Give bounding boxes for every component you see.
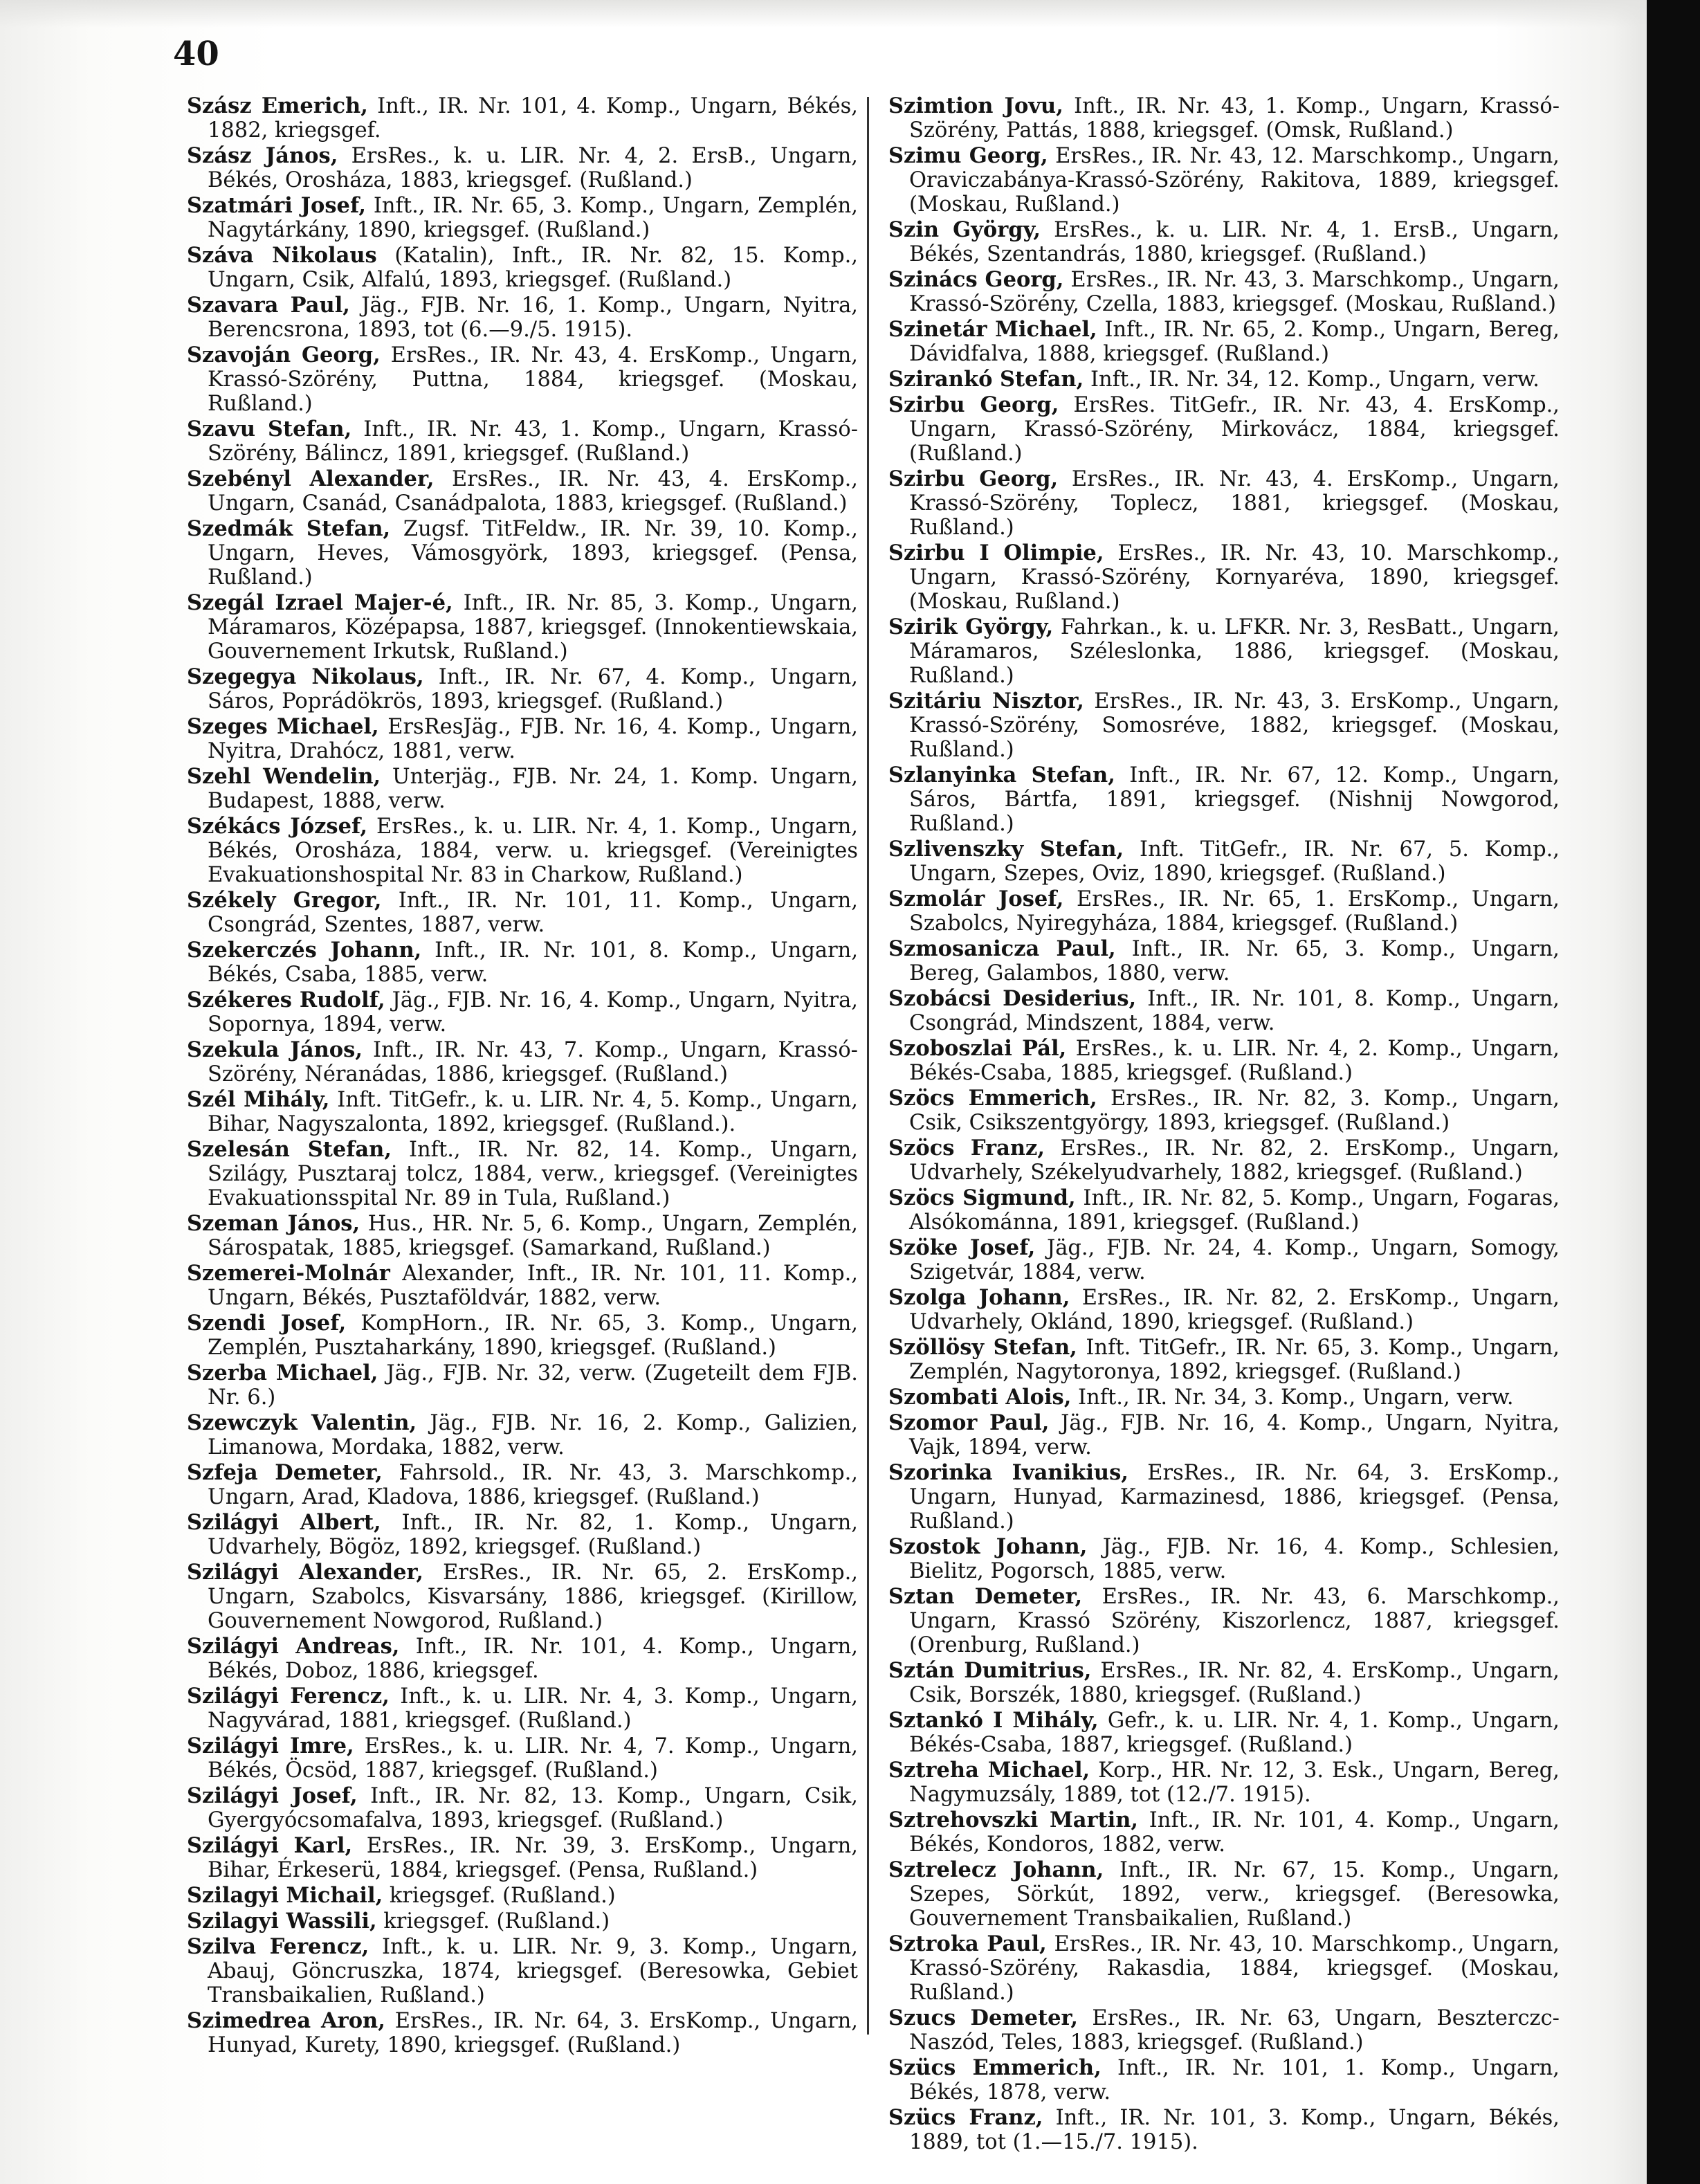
entry-details: Zugsf. TitFeldw., IR. Nr. 39, 10. Komp., Ungarn, Heves, Vámosgyörk, 1893, kriegsgef. (Pensa, Rußland.) bbox=[208, 516, 858, 590]
list-item bbox=[888, 2056, 1560, 2104]
entry-details: Inft., IR. Nr. 101, 1. Komp., Ungarn, Békés, 1878, verw. bbox=[909, 2056, 1560, 2105]
column-divider bbox=[867, 97, 869, 2035]
list-item bbox=[187, 1834, 858, 1882]
list-item bbox=[187, 1212, 858, 1260]
entry-details: ErsRes., IR. Nr. 64, 3. ErsKomp., Ungarn, Hunyad, Kurety, 1890, kriegsgef. (Rußland.) bbox=[208, 2008, 858, 2057]
entry-name: Szász János, bbox=[187, 143, 338, 168]
list-item bbox=[187, 1461, 858, 1509]
entry-name: Szinetár Michael, bbox=[888, 317, 1097, 343]
entry-name: Szavu Stefan, bbox=[187, 417, 352, 442]
list-item bbox=[187, 1038, 858, 1086]
entry-name: Szucs Demeter, bbox=[888, 2005, 1079, 2031]
entry-name: Szobácsi Desiderius, bbox=[888, 986, 1137, 1012]
list-item bbox=[888, 1758, 1560, 1807]
entry-name: Szekerczés Johann, bbox=[187, 938, 422, 963]
list-item bbox=[888, 1461, 1560, 1534]
list-item bbox=[187, 1909, 858, 1933]
list-item bbox=[888, 2006, 1560, 2055]
list-item bbox=[187, 815, 858, 887]
list-item bbox=[888, 144, 1560, 217]
list-item bbox=[187, 2009, 858, 2057]
entry-details: Inft., k. u. LIR. Nr. 4, 3. Komp., Ungarn, Nagyvárad, 1881, kriegsgef. (Rußland.) bbox=[208, 1684, 858, 1733]
entry-details: Unterjäg., FJB. Nr. 24, 1. Komp. Ungarn, Budapest, 1888, verw. bbox=[208, 765, 858, 814]
list-item bbox=[187, 194, 858, 242]
entry-details: ErsRes., k. u. LIR. Nr. 4, 7. Komp., Ungarn, Békés, Öcsöd, 1887, kriegsgef. (Rußland.) bbox=[208, 1734, 858, 1783]
entry-details: Gefr., k. u. LIR. Nr. 4, 1. Komp., Ungarn, Békés-Csaba, 1887, kriegsgef. (Rußland.) bbox=[909, 1709, 1560, 1758]
entry-details: Inft., IR. Nr. 82, 1. Komp., Ungarn, Udvarhely, Bögöz, 1892, kriegsgef. (Rußland.) bbox=[208, 1511, 858, 1560]
entry-name: Szmolár Josef, bbox=[888, 886, 1064, 912]
entry-details: ErsRes., IR. Nr. 43, 3. Marschkomp., Ungarn, Krassó-Szörény, Czella, 1883, kriegsgef. (Moskau, Rußland.) bbox=[909, 268, 1560, 317]
entry-name: Szöcs Franz, bbox=[888, 1136, 1045, 1161]
entry-name: Szeman János, bbox=[187, 1211, 360, 1237]
entry-name: Szilagyi Wassili, bbox=[187, 1908, 377, 1933]
entry-details: Inft., IR. Nr. 101, 8. Komp., Ungarn, Békés, Csaba, 1885, verw. bbox=[208, 938, 859, 988]
list-item bbox=[888, 937, 1560, 985]
list-item bbox=[888, 1385, 1560, 1410]
entry-details: ErsRes., IR. Nr. 43, 4. ErsKomp., Ungarn, Krassó-Szörény, Toplecz, 1881, kriegsgef. (Moskau, Rußland.) bbox=[909, 466, 1560, 540]
entry-name: Szirbu Georg, bbox=[888, 466, 1059, 491]
list-item bbox=[187, 417, 858, 466]
list-item bbox=[888, 1411, 1560, 1459]
list-item bbox=[888, 837, 1560, 886]
entry-details: Jäg., FJB. Nr. 16, 4. Komp., Ungarn, Nyitra, Vajk, 1894, verw. bbox=[909, 1411, 1560, 1460]
entry-name: Szfeja Demeter, bbox=[187, 1460, 383, 1486]
entry-details: Inft., IR. Nr. 65, 2. Komp., Ungarn, Bereg, Dávidfalva, 1888, kriegsgef. (Rußland.) bbox=[909, 318, 1560, 367]
entry-details: ErsRes., IR. Nr. 43, 6. Marschkomp., Ungarn, Krassó Szörény, Kiszorlencz, 1887, kriegsgef. (Orenburg, Rußland.) bbox=[909, 1585, 1560, 1658]
entry-details: ErsRes., IR. Nr. 43, 10. Marschkomp., Ungarn, Krassó-Szörény, Rakasdia, 1884, kriegsgef. (Moskau, Rußland.) bbox=[909, 1932, 1560, 2005]
entry-details: ErsRes., IR. Nr. 43, 3. ErsKomp., Ungarn, Krassó-Szörény, Somosréve, 1882, kriegsgef. (Moskau, Rußland.) bbox=[909, 689, 1560, 763]
list-item bbox=[187, 343, 858, 416]
entry-details: Inft., IR. Nr. 85, 3. Komp., Ungarn, Máramaros, Középapsa, 1887, kriegsgef. (Innokentiewskaia, Gouvernement Irkutsk, Rußland.) bbox=[208, 591, 858, 664]
entry-details: ErsRes. TitGefr., IR. Nr. 43, 4. ErsKomp., Ungarn, Krassó-Szörény, Mirkovácz, 1884, kriegsgef. (Rußland.) bbox=[909, 392, 1560, 466]
list-item bbox=[187, 94, 858, 143]
list-item bbox=[187, 1511, 858, 1559]
list-item bbox=[888, 1136, 1560, 1185]
list-item bbox=[888, 2106, 1560, 2154]
list-item bbox=[187, 1311, 858, 1360]
list-item bbox=[888, 1932, 1560, 2005]
entry-details: Inft., IR. Nr. 67, 12. Komp., Ungarn, Sáros, Bártfa, 1891, kriegsgef. (Nishnij Nowgorod, Rußland.) bbox=[909, 763, 1560, 837]
list-item bbox=[888, 1709, 1560, 1757]
entry-name: Szilágyi Ferencz, bbox=[187, 1684, 390, 1709]
entry-name: Szilágyi Imre, bbox=[187, 1733, 354, 1759]
entry-details: Inft., k. u. LIR. Nr. 9, 3. Komp., Ungarn, Abauj, Göncruszka, 1874, kriegsgef. (Beresowka, Gebiet Transbaikalien, Rußland.) bbox=[208, 1934, 858, 2008]
entry-name: Szöcs Emmerich, bbox=[888, 1086, 1097, 1111]
page-number: 40 bbox=[173, 35, 219, 73]
entry-details: Inft., IR. Nr. 101, 4. Komp., Ungarn, Békés, Doboz, 1886, kriegsgef. bbox=[208, 1635, 858, 1684]
list-item bbox=[187, 1935, 858, 2008]
entry-details: Inft. TitGefr., IR. Nr. 65, 3. Komp., Ungarn, Zemplén, Nagytoronya, 1892, kriegsgef. (Rußland.) bbox=[909, 1336, 1560, 1385]
entry-name: Szavara Paul, bbox=[187, 292, 350, 318]
entry-name: Szolga Johann, bbox=[888, 1285, 1070, 1311]
entry-details: Inft., IR. Nr. 101, 11. Komp., Ungarn, Csongrád, Szentes, 1887, verw. bbox=[208, 889, 858, 938]
entry-name: Szewczyk Valentin, bbox=[187, 1410, 417, 1436]
entry-details: ErsRes., k. u. LIR. Nr. 4, 2. ErsB., Ungarn, Békés, Orosháza, 1883, kriegsgef. (Rußland.) bbox=[208, 143, 858, 193]
list-item bbox=[888, 1808, 1560, 1857]
entry-name: Szoboszlai Pál, bbox=[888, 1036, 1067, 1062]
entry-details: Jäg., FJB. Nr. 16, 4. Komp., Ungarn, Nyitra, Sopornya, 1894, verw. bbox=[208, 988, 858, 1037]
entry-name: Szehl Wendelin, bbox=[187, 764, 381, 790]
entry-details: kriegsgef. (Rußland.) bbox=[383, 1909, 610, 1933]
list-item bbox=[888, 1286, 1560, 1334]
entry-details: Inft., IR. Nr. 82, 14. Komp., Ungarn, Szilágy, Pusztaraj tolcz, 1884, verw., kriegsgef. (Vereinigtes Evakuationsspital Nr. 89 in Tula, Rußland.) bbox=[208, 1138, 859, 1211]
list-item bbox=[888, 367, 1560, 392]
list-item bbox=[888, 1535, 1560, 1583]
entry-name: Székeres Rudolf, bbox=[187, 988, 385, 1013]
list-item bbox=[187, 889, 858, 937]
list-item bbox=[888, 887, 1560, 936]
entry-name: Szavoján Georg, bbox=[187, 342, 381, 367]
entry-name: Szorinka Ivanikius, bbox=[888, 1460, 1128, 1486]
list-item bbox=[187, 988, 858, 1037]
list-item bbox=[187, 715, 858, 763]
entry-name: Szász Emerich, bbox=[187, 93, 368, 118]
entry-details: Korp., HR. Nr. 12, 3. Esk., Ungarn, Bereg, Nagymuzsály, 1889, tot (12./7. 1915). bbox=[909, 1758, 1560, 1808]
list-item bbox=[888, 763, 1560, 836]
entry-details: ErsRes., IR. Nr. 63, Ungarn, Beszterczc-Naszód, Teles, 1883, kriegsgef. (Rußland.) bbox=[909, 2006, 1560, 2055]
list-item bbox=[187, 1138, 858, 1210]
list-item bbox=[187, 1784, 858, 1832]
entry-details: Inft., IR. Nr. 101, 8. Komp., Ungarn, Csongrád, Mindszent, 1884, verw. bbox=[909, 987, 1560, 1036]
list-item bbox=[187, 1884, 858, 1908]
entry-name: Szatmári Josef, bbox=[187, 192, 367, 218]
entry-details: ErsRes., IR. Nr. 82, 2. ErsKomp., Ungarn, Udvarhely, Oklánd, 1890, kriegsgef. (Rußland.) bbox=[909, 1286, 1560, 1335]
entry-details: ErsRes., IR. Nr. 43, 4. ErsKomp., Ungarn, Csanád, Csanádpalota, 1883, kriegsgef. (Rußland.) bbox=[208, 466, 858, 516]
entry-details: Inft., IR. Nr. 82, 13. Komp., Ungarn, Csik, Gyergyócsomafalva, 1893, kriegsgef. (Rußland.) bbox=[208, 1784, 858, 1833]
list-item bbox=[187, 1734, 858, 1783]
list-item bbox=[888, 689, 1560, 762]
entry-name: Szmosanicza Paul, bbox=[888, 936, 1116, 962]
list-item bbox=[888, 1858, 1560, 1931]
list-item bbox=[888, 393, 1560, 466]
entry-details: (Katalin), Inft., IR. Nr. 82, 15. Komp., Ungarn, Csik, Alfalú, 1893, kriegsgef. (Rußland.) bbox=[208, 243, 858, 293]
entry-name: Szücs Franz, bbox=[888, 2105, 1043, 2131]
list-item bbox=[888, 94, 1560, 143]
entry-name: Szimtion Jovu, bbox=[888, 93, 1063, 118]
entry-name: Száva Nikolaus bbox=[187, 242, 377, 268]
list-item bbox=[888, 1037, 1560, 1085]
entry-details: ErsRes., IR. Nr. 43, 12. Marschkomp., Ungarn, Oraviczabánya-Krassó-Szörény, Rakitova, 1889, kriegsgef. (Moskau, Rußland.) bbox=[909, 143, 1560, 217]
entry-name: Székely Gregor, bbox=[187, 888, 382, 913]
left-column bbox=[187, 94, 858, 2059]
entry-name: Szostok Johann, bbox=[888, 1534, 1088, 1560]
entry-name: Szimu Georg, bbox=[888, 143, 1048, 168]
entry-details: Jäg., FJB. Nr. 16, 1. Komp., Ungarn, Nyitra, Berencsrona, 1893, tot (6.—9./5. 1915). bbox=[208, 293, 858, 343]
list-item bbox=[187, 1262, 858, 1310]
list-item bbox=[187, 591, 858, 664]
entry-details: ErsResJäg., FJB. Nr. 16, 4. Komp., Ungarn, Nyitra, Drahócz, 1881, verw. bbox=[208, 715, 858, 764]
entry-details: ErsRes., k. u. LIR. Nr. 4, 1. ErsB., Ungarn, Békés, Szentandrás, 1880, kriegsgef. (Rußland.) bbox=[909, 218, 1560, 267]
entry-name: Szebényl Alexander, bbox=[187, 466, 435, 491]
entry-details: Inft., IR. Nr. 67, 15. Komp., Ungarn, Szepes, Sörkút, 1892, verw., kriegsgef. (Beresowka, Gouvernement Transbaikalien, Rußland.) bbox=[909, 1858, 1560, 1931]
list-item bbox=[187, 1684, 858, 1733]
entry-name: Szerba Michael, bbox=[187, 1361, 378, 1386]
entry-name: Szirik György, bbox=[888, 615, 1054, 640]
entry-name: Sztreha Michael, bbox=[888, 1758, 1090, 1783]
list-item bbox=[888, 1336, 1560, 1384]
entry-details: ErsRes., IR. Nr. 82, 2. ErsKomp., Ungarn, Udvarhely, Székelyudvarhely, 1882, kriegsgef. (Rußland.) bbox=[909, 1136, 1560, 1185]
entry-name: Szombati Alois, bbox=[888, 1385, 1072, 1410]
entry-name: Szemerei-Molnár bbox=[187, 1261, 390, 1286]
list-item bbox=[888, 1585, 1560, 1657]
entry-details: ErsRes., IR. Nr. 65, 1. ErsKomp., Ungarn, Szabolcs, Nyiregyháza, 1884, kriegsgef. (Rußland.) bbox=[909, 887, 1560, 936]
entry-details: Inft., IR. Nr. 43, 7. Komp., Ungarn, Krassó-Szörény, Néranádas, 1886, kriegsgef. (Rußland.) bbox=[208, 1038, 858, 1087]
entry-details: ErsRes., k. u. LIR. Nr. 4, 2. Komp., Ungarn, Békés-Csaba, 1885, kriegsgef. (Rußland.) bbox=[909, 1037, 1560, 1086]
entry-name: Szilva Ferencz, bbox=[187, 1933, 369, 1959]
scan-shadow-top bbox=[0, 0, 1700, 28]
entry-details: Inft., IR. Nr. 65, 3. Komp., Ungarn, Zemplén, Nagytárkány, 1890, kriegsgef. (Rußland.) bbox=[208, 193, 858, 243]
entry-name: Szirbu Georg, bbox=[888, 392, 1059, 417]
entry-name: Szegál Izrael Majer-é, bbox=[187, 590, 453, 616]
list-item bbox=[187, 1411, 858, 1459]
scan-border-right bbox=[1647, 0, 1700, 2184]
entry-details: Inft., IR. Nr. 101, 4. Komp., Ungarn, Békés, 1882, kriegsgef. bbox=[208, 94, 858, 143]
list-item bbox=[187, 293, 858, 342]
entry-details: Jäg., FJB. Nr. 16, 4. Komp., Schlesien, Bielitz, Pogorsch, 1885, verw. bbox=[909, 1535, 1560, 1584]
entry-name: Sztroka Paul, bbox=[888, 1931, 1047, 1957]
entry-details: Jäg., FJB. Nr. 24, 4. Komp., Ungarn, Somogy, Szigetvár, 1884, verw. bbox=[909, 1236, 1560, 1285]
entry-details: Inft., IR. Nr. 43, 1. Komp., Ungarn, Krassó-Szörény, Bálincz, 1891, kriegsgef. (Rußland.) bbox=[208, 417, 858, 466]
list-item bbox=[888, 541, 1560, 614]
entry-name: Szirankó Stefan, bbox=[888, 367, 1084, 392]
entry-details: ErsRes., IR. Nr. 65, 2. ErsKomp., Ungarn, Szabolcs, Kisvarsány, 1886, kriegsgef. (Kirillow, Gouvernement Nowgorod, Rußland.) bbox=[208, 1560, 858, 1634]
entry-details: Hus., HR. Nr. 5, 6. Komp., Ungarn, Zemplén, Sárospatak, 1885, kriegsgef. (Samarkand, Rußland.) bbox=[208, 1212, 858, 1261]
entry-name: Sztrelecz Johann, bbox=[888, 1857, 1104, 1883]
entry-details: kriegsgef. (Rußland.) bbox=[389, 1884, 616, 1909]
entry-name: Szilagyi Michail, bbox=[187, 1883, 383, 1909]
list-item bbox=[888, 218, 1560, 266]
entry-details: Fahrsold., IR. Nr. 43, 3. Marschkomp., Ungarn, Arad, Kladova, 1886, kriegsgef. (Rußland.) bbox=[208, 1461, 858, 1510]
entry-name: Sztan Demeter, bbox=[888, 1584, 1083, 1610]
entry-name: Sztán Dumitrius, bbox=[888, 1658, 1092, 1684]
entry-name: Szöcs Sigmund, bbox=[888, 1185, 1076, 1211]
entry-details: Inft., IR. Nr. 43, 1. Komp., Ungarn, Krassó-Szörény, Pattás, 1888, kriegsgef. (Omsk, Rußland.) bbox=[909, 94, 1560, 143]
entry-details: ErsRes., IR. Nr. 39, 3. ErsKomp., Ungarn, Bihar, Érkeserü, 1884, kriegsgef. (Pensa, Rußland.) bbox=[208, 1834, 858, 1883]
entry-details: Inft. TitGefr., k. u. LIR. Nr. 4, 5. Komp., Ungarn, Bihar, Nagyszalonta, 1892, kriegsgef. (Rußland.). bbox=[208, 1088, 859, 1137]
list-item bbox=[187, 1361, 858, 1410]
entry-details: Jäg., FJB. Nr. 32, verw. (Zugeteilt dem FJB. Nr. 6.) bbox=[208, 1361, 858, 1410]
entry-details: Fahrkan., k. u. LFKR. Nr. 3, ResBatt., Ungarn, Máramaros, Széleslonka, 1886, kriegsgef. (Moskau, Rußland.) bbox=[909, 615, 1560, 689]
entry-name: Szekula János, bbox=[187, 1037, 363, 1063]
entry-details: Inft., IR. Nr. 67, 4. Komp., Ungarn, Sáros, Poprádökrös, 1893, kriegsgef. (Rußland.) bbox=[208, 665, 858, 714]
entry-details: KompHorn., IR. Nr. 65, 3. Komp., Ungarn, Zemplén, Pusztaharkány, 1890, kriegsgef. (Rußland.) bbox=[208, 1311, 858, 1361]
entry-name: Szilágyi Albert, bbox=[187, 1510, 381, 1536]
entry-details: Inft., IR. Nr. 34, 3. Komp., Ungarn, verw. bbox=[1078, 1385, 1514, 1410]
list-item bbox=[187, 765, 858, 813]
list-item bbox=[187, 1560, 858, 1633]
entry-name: Szelesán Stefan, bbox=[187, 1137, 392, 1163]
entry-name: Szimedrea Aron, bbox=[187, 2008, 385, 2033]
list-item bbox=[187, 938, 858, 987]
entry-details: ErsRes., IR. Nr. 43, 4. ErsKomp., Ungarn, Krassó-Szörény, Puttna, 1884, kriegsgef. (Moskau, Rußland.) bbox=[208, 343, 858, 417]
entry-name: Szél Mihály, bbox=[187, 1087, 330, 1113]
entry-name: Szlanyinka Stefan, bbox=[888, 763, 1115, 788]
entry-details: ErsRes., IR. Nr. 82, 3. Komp., Ungarn, Csik, Csikszentgyörgy, 1893, kriegsgef. (Rußland.) bbox=[909, 1086, 1560, 1136]
entry-details: Jäg., FJB. Nr. 16, 2. Komp., Galizien, Limanowa, Mordaka, 1882, verw. bbox=[208, 1411, 858, 1460]
entry-name: Szitáriu Nisztor, bbox=[888, 689, 1084, 714]
entry-name: Szomor Paul, bbox=[888, 1410, 1050, 1436]
entry-name: Szendi Josef, bbox=[187, 1311, 347, 1336]
entry-name: Szirbu I Olimpie, bbox=[888, 540, 1104, 566]
list-item bbox=[187, 1635, 858, 1683]
entry-name: Szeges Michael, bbox=[187, 714, 379, 740]
list-item bbox=[888, 987, 1560, 1035]
entry-name: Szöllösy Stefan, bbox=[888, 1335, 1077, 1361]
entry-details: ErsRes., IR. Nr. 64, 3. ErsKomp., Ungarn, Hunyad, Karmazinesd, 1886, kriegsgef. (Pensa, Rußland.) bbox=[909, 1461, 1560, 1534]
list-item bbox=[888, 615, 1560, 688]
entry-details: Inft., IR. Nr. 34, 12. Komp., Ungarn, verw. bbox=[1090, 367, 1539, 392]
list-item bbox=[888, 268, 1560, 316]
entry-name: Szedmák Stefan, bbox=[187, 516, 391, 541]
entry-details: Inft., IR. Nr. 101, 3. Komp., Ungarn, Békés, 1889, tot (1.—15./7. 1915). bbox=[909, 2106, 1560, 2155]
list-item bbox=[888, 1236, 1560, 1284]
entry-name: Szegegya Nikolaus, bbox=[187, 664, 424, 690]
list-item bbox=[187, 1088, 858, 1136]
entry-details: ErsRes., IR. Nr. 82, 4. ErsKomp., Ungarn, Csik, Borszék, 1880, kriegsgef. (Rußland.) bbox=[909, 1659, 1560, 1708]
list-item bbox=[187, 467, 858, 516]
list-item bbox=[187, 517, 858, 590]
entry-name: Szin György, bbox=[888, 217, 1041, 243]
entry-name: Szilágyi Josef, bbox=[187, 1783, 358, 1809]
list-item bbox=[187, 144, 858, 192]
list-item bbox=[888, 1186, 1560, 1235]
entry-name: Székács József, bbox=[187, 814, 368, 839]
entry-details: Inft., IR. Nr. 82, 5. Komp., Ungarn, Fogaras, Alsókománna, 1891, kriegsgef. (Rußland.) bbox=[909, 1186, 1560, 1235]
entry-details: ErsRes., k. u. LIR. Nr. 4, 1. Komp., Ungarn, Békés, Orosháza, 1884, verw. u. kriegsgef. (Vereinigtes Evakuationshospital Nr. 83 in Charkow, Rußland.) bbox=[208, 815, 858, 888]
entry-details: Alexander, Inft., IR. Nr. 101, 11. Komp., Ungarn, Békés, Pusztaföldvár, 1882, verw. bbox=[208, 1262, 858, 1311]
list-item bbox=[888, 1086, 1560, 1135]
entry-name: Szücs Emmerich, bbox=[888, 2055, 1102, 2081]
entry-name: Szilágyi Alexander, bbox=[187, 1560, 423, 1585]
list-item bbox=[888, 467, 1560, 540]
entry-name: Sztrehovszki Martin, bbox=[888, 1808, 1139, 1833]
right-column bbox=[888, 94, 1560, 2156]
entry-details: ErsRes., IR. Nr. 43, 10. Marschkomp., Ungarn, Krassó-Szörény, Kornyaréva, 1890, kriegsgef. (Moskau, Rußland.) bbox=[909, 541, 1560, 615]
entry-name: Szinács Georg, bbox=[888, 267, 1064, 293]
entry-details: Inft., IR. Nr. 65, 3. Komp., Ungarn, Bereg, Galambos, 1880, verw. bbox=[909, 937, 1560, 986]
list-item bbox=[187, 244, 858, 292]
entry-name: Szöke Josef, bbox=[888, 1235, 1036, 1261]
entry-name: Szilágyi Andreas, bbox=[187, 1634, 400, 1659]
list-item bbox=[187, 665, 858, 713]
entry-name: Szilágyi Karl, bbox=[187, 1833, 353, 1859]
entry-details: Inft., IR. Nr. 101, 4. Komp., Ungarn, Békés, Kondoros, 1882, verw. bbox=[909, 1808, 1560, 1857]
entry-name: Szlivenszky Stefan, bbox=[888, 837, 1124, 862]
list-item bbox=[888, 318, 1560, 366]
entry-details: Inft. TitGefr., IR. Nr. 67, 5. Komp., Ungarn, Szepes, Oviz, 1890, kriegsgef. (Rußland.) bbox=[909, 837, 1560, 886]
list-item bbox=[888, 1659, 1560, 1707]
entry-name: Sztankó I Mihály, bbox=[888, 1708, 1099, 1733]
